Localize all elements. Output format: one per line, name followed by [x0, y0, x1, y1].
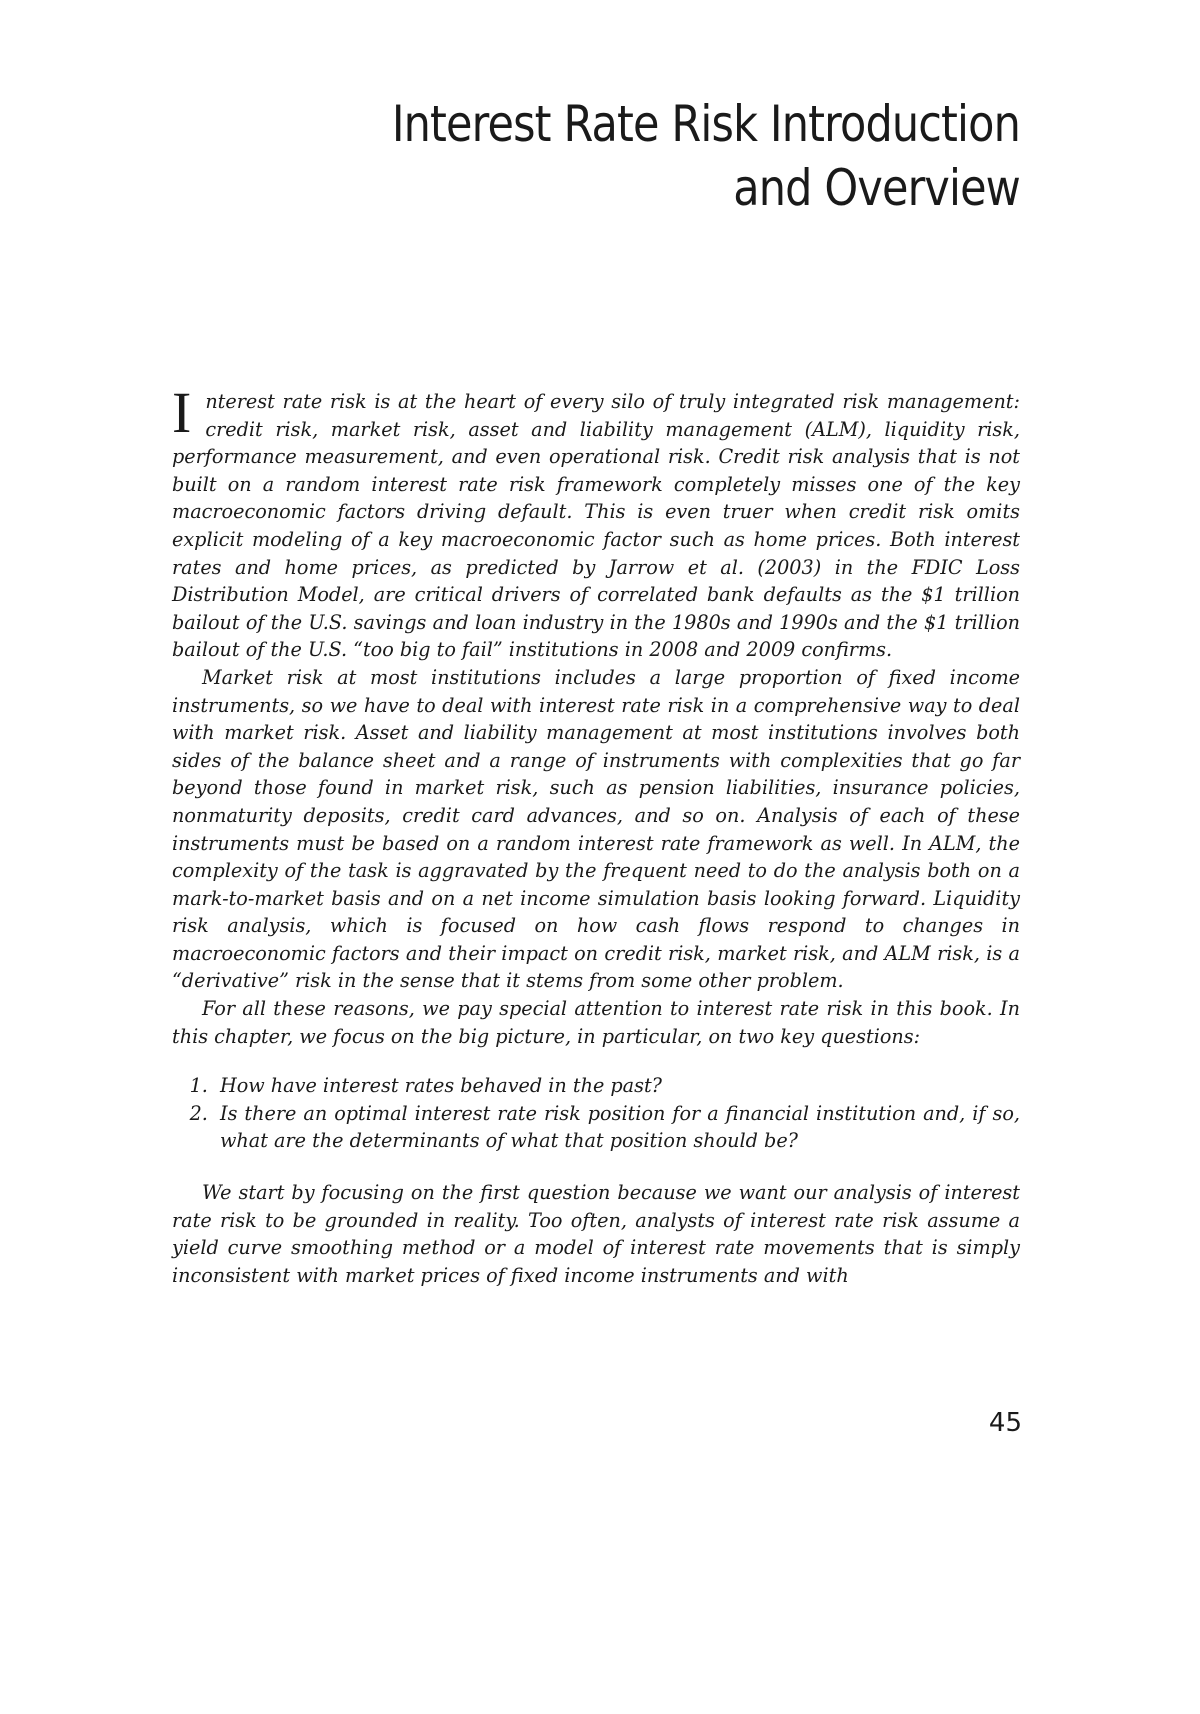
- drop-cap: I: [172, 380, 192, 445]
- paragraph-4: We start by focusing on the first question because we want our analysis of interest rate risk to be grounded in reality. Too often, analysts of interest rate risk assume a yield curve smoothing method or a model of interest rate movements that is simply inconsistent with market prices of fixed income instruments and with: [172, 1181, 1020, 1287]
- page-number: 45: [988, 1408, 1022, 1438]
- chapter-title-line-1: Interest Rate Risk Introduction: [391, 95, 1020, 153]
- body-text: [172, 380, 1020, 1289]
- list-item: 1. How have interest rates behaved in the past?: [214, 1072, 1020, 1100]
- chapter-title-line-2: and Overview: [733, 159, 1020, 217]
- chapter-title: [246, 92, 1020, 220]
- paragraph-2: Market risk at most institutions includes a large proportion of fixed income instruments, so we have to deal with interest rate risk in a comprehensive way to deal with market risk. Asset and liability management at most institutions involves both sides of the balance sheet and a range of instruments with complexities that go far beyond those found in market risk, such as pension liabilities, insurance policies, nonmaturity deposits, credit card advances, and so on. Analysis of each of these instruments must be based on a random interest rate framework as well. In ALM, the complexity of the task is aggravated by the frequent need to do the analysis both on a mark-to-market basis and on a net income simulation basis looking forward. Liquidity risk analysis, which is focused on how cash flows respond to changes in macroeconomic factors and their impact on credit risk, market risk, and ALM risk, is a “derivative” risk in the sense that it stems from some other problem.: [172, 665, 1020, 993]
- list-item: 2. Is there an optimal interest rate risk position for a financial institution and, if so, what are the determinants of what that position should be?: [214, 1100, 1020, 1155]
- paragraph-1-text: nterest rate risk is at the heart of every silo of truly integrated risk management: credit risk, market risk, asset and liability management (ALM), liquidity risk, performance measurement, and even operational risk. Credit risk analysis that is not built on a random interest rate risk framework completely misses one of the key macroeconomic factors driving default. This is even truer when credit risk omits explicit modeling of a key macroeconomic factor such as home prices. Both interest rates and home prices, as predicted by Jarrow et al. (2003) in the FDIC Loss Distribution Model, are critical drivers of correlated bank defaults as the $1 trillion bailout of the U.S. savings and loan industry in the 1980s and 1990s and the $1 trillion bailout of the U.S. “too big to fail” institutions in 2008 and 2009 confirms.: [172, 390, 1020, 662]
- paragraph-3: For all these reasons, we pay special attention to interest rate risk in this book. In this chapter, we focus on the big picture, in particular, on two key questions:: [172, 997, 1020, 1048]
- key-questions-list: [172, 1072, 1020, 1155]
- paragraph-1: [172, 380, 1020, 664]
